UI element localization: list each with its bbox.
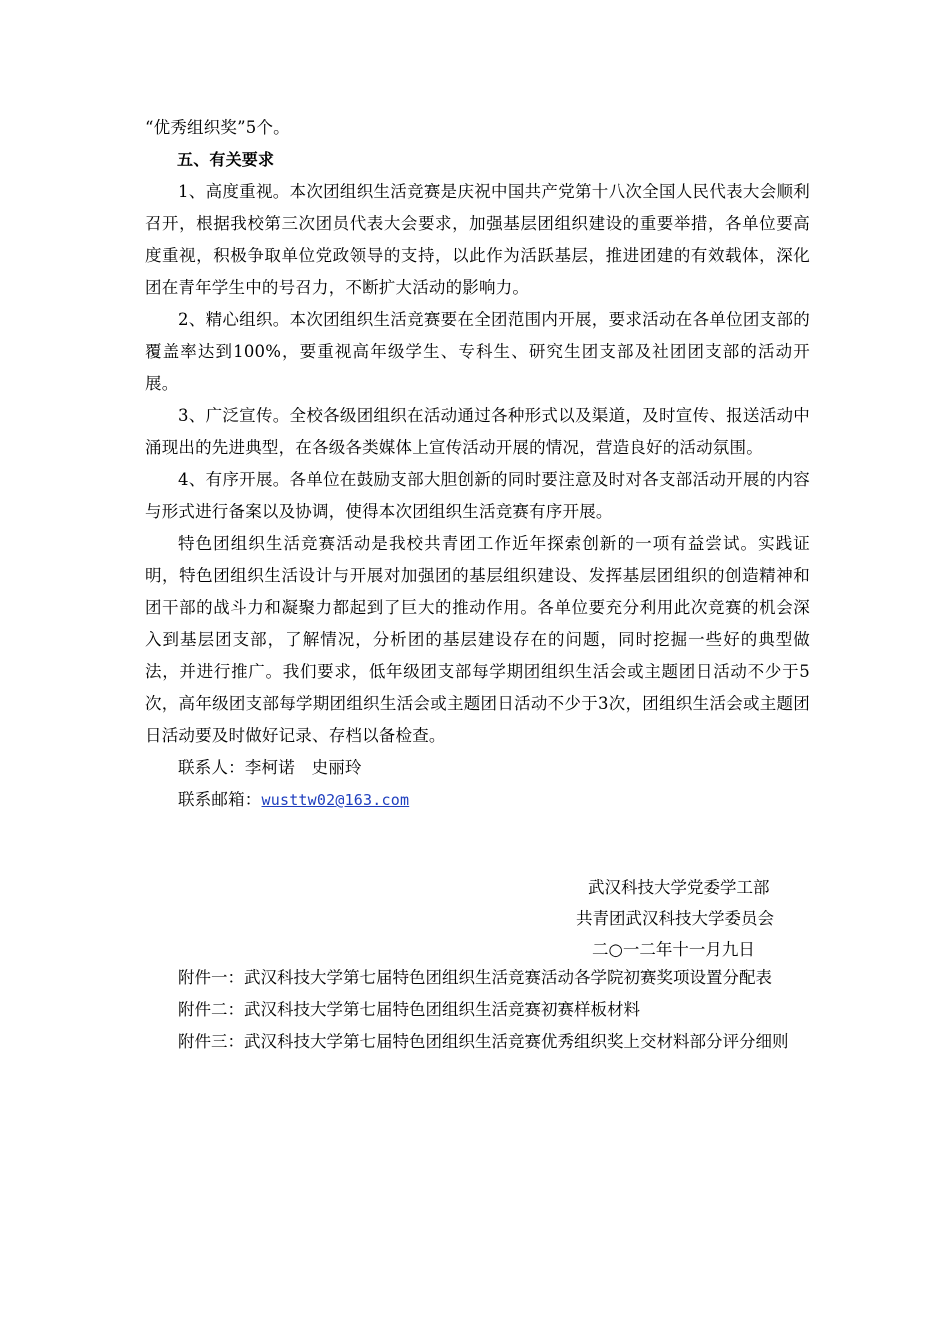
- requirement-4: 4、有序开展。各单位在鼓励支部大胆创新的同时要注意及时对各支部活动开展的内容与形式进行备案以及协调，使得本次团组织生活竞赛有序开展。: [145, 470, 810, 521]
- lead-line: “优秀组织奖”5个。: [145, 118, 290, 137]
- closing-paragraph: 特色团组织生活竞赛活动是我校共青团工作近年探索创新的一项有益尝试。实践证明，特色团组织生活设计与开展对加强团的基层组织建设、发挥基层团组织的创造精神和团干部的战斗力和凝聚力都起到了巨大的推动作用。各单位要充分利用此次竞赛的机会深入到基层团支部，了解情况，分析团的基层建设存在的问题，同时挖掘一些好的典型做法，并进行推广。我们要求，低年级团支部每学期团组织生活会或主题团日活动不少于5次，高年级团支部每学期团组织生活会或主题团日活动不少于3次，团组织生活会或主题团日活动要及时做好记录、存档以备检查。: [145, 534, 810, 745]
- attachment-1: 附件一：武汉科技大学第七届特色团组织生活竞赛活动各学院初赛奖项设置分配表: [178, 968, 772, 987]
- requirement-2: 2、精心组织。本次团组织生活竞赛要在全团范围内开展，要求活动在各单位团支部的覆盖率达到100%，要重视高年级学生、专科生、研究生团支部及社团团支部的活动开展。: [145, 310, 810, 393]
- signature-org-2: 共青团武汉科技大学委员会: [576, 909, 774, 928]
- contact-email-label: 联系邮箱：: [178, 790, 262, 809]
- signature-date: 二○一二年十一月九日: [592, 940, 755, 959]
- contact-persons: 李柯诺 史丽玲: [244, 758, 362, 777]
- attachment-3: 附件三：武汉科技大学第七届特色团组织生活竞赛优秀组织奖上交材料部分评分细则: [178, 1032, 789, 1051]
- document-body: [145, 112, 810, 816]
- attachments-list: [145, 962, 810, 1058]
- section-heading: 五、有关要求: [177, 150, 275, 169]
- signature-org-1: 武汉科技大学党委学工部: [588, 878, 770, 897]
- contact-email-link[interactable]: wusttw02@163.com: [261, 791, 410, 809]
- attachment-2: 附件二：武汉科技大学第七届特色团组织生活竞赛初赛样板材料: [178, 1000, 640, 1019]
- contact-persons-line: [145, 752, 810, 784]
- contact-person-label: 联系人：: [178, 758, 245, 777]
- contact-email-line: [145, 784, 810, 816]
- requirement-1: 1、高度重视。本次团组织生活竞赛是庆祝中国共产党第十八次全国人民代表大会顺利召开，根据我校第三次团员代表大会要求，加强基层团组织建设的重要举措，各单位要高度重视，积极争取单位党政领导的支持，以此作为活跃基层，推进团建的有效载体，深化团在青年学生中的号召力，不断扩大活动的影响力。: [145, 182, 810, 297]
- requirement-3: 3、广泛宣传。全校各级团组织在活动通过各种形式以及渠道，及时宣传、报送活动中涌现出的先进典型，在各级各类媒体上宣传活动开展的情况，营造良好的活动氛围。: [145, 406, 810, 457]
